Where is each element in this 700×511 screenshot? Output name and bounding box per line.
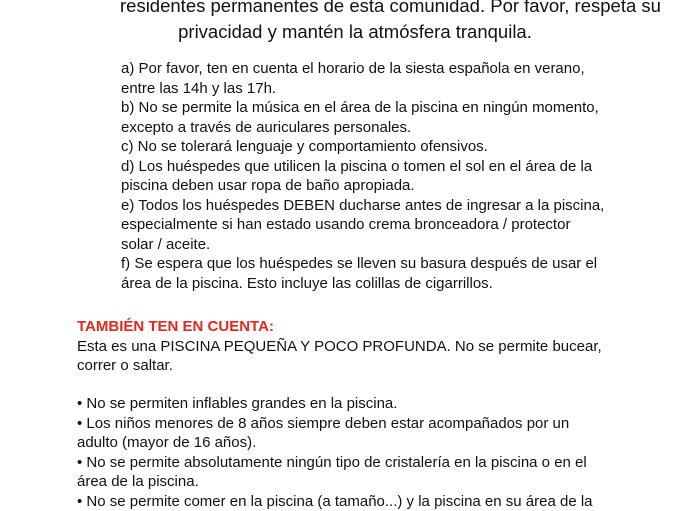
intro-line: residentes permanentes de esta comunidad. Por favor, respeta su xyxy=(120,0,661,16)
also-note-section xyxy=(77,317,637,376)
bullet-line: • No se permiten inflables grandes en la piscina. xyxy=(77,395,398,412)
bullet-list xyxy=(77,394,657,510)
rule-line: b) No se permite la música en el área de la piscina en ningún momento, xyxy=(121,99,599,116)
rule-c xyxy=(121,137,621,157)
rule-line: f) Se espera que los huéspedes se lleven su basura después de usar el xyxy=(121,255,598,272)
bullet-line: adulto (mayor de 16 años). xyxy=(77,434,257,451)
bullet-line: área de la piscina. xyxy=(77,473,199,490)
rule-line: piscina deben usar ropa de baño apropiada. xyxy=(121,177,415,194)
section-line: correr o saltar. xyxy=(77,357,173,374)
rule-line: solar / aceite. xyxy=(121,235,211,253)
intro-line: privacidad y mantén la atmósfera tranquila. xyxy=(178,21,532,42)
section-line: Esta es una PISCINA PEQUEÑA Y POCO PROFUNDA. No se permite bucear, xyxy=(77,337,602,355)
rule-line: d) Los huéspedes que utilicen la piscina o tomen el sol en el área de la xyxy=(121,157,593,175)
bullet-line: • Los niños menores de 8 años siempre deben estar acompañados por un xyxy=(77,414,570,432)
bullet-line-cut-off: • No se permite comer en la piscina (a tamaño...) y la piscina en su área de la xyxy=(77,492,593,510)
rule-b xyxy=(121,98,621,137)
rule-line: área de la piscina. Esto incluye las colillas de cigarrillos. xyxy=(121,274,493,292)
bullet-item xyxy=(77,414,657,453)
bullet-line: • No se permite absolutamente ningún tipo de cristalería en la piscina o en el xyxy=(77,453,587,471)
rule-line: entre las 14h y las 17h. xyxy=(121,79,277,97)
rule-d xyxy=(121,157,621,196)
bullet-item xyxy=(77,394,657,414)
rule-line: a) Por favor, ten en cuenta el horario de la siesta española en verano, xyxy=(121,60,585,77)
rule-f xyxy=(121,254,621,293)
rule-e xyxy=(121,196,621,255)
bullet-item xyxy=(77,453,657,492)
rule-a xyxy=(121,59,621,98)
rules-list xyxy=(121,59,621,293)
section-heading: TAMBIÉN TEN EN CUENTA: xyxy=(77,318,274,335)
rule-line: excepto a través de auriculares personales. xyxy=(121,118,412,136)
rule-line: especialmente si han estado usando crema bronceadora / protector xyxy=(121,216,571,233)
rule-line: c) No se tolerará lenguaje y comportamiento ofensivos. xyxy=(121,138,488,155)
rule-line: e) Todos los huéspedes DEBEN ducharse antes de ingresar a la piscina, xyxy=(121,196,605,214)
intro-paragraph xyxy=(120,0,661,45)
